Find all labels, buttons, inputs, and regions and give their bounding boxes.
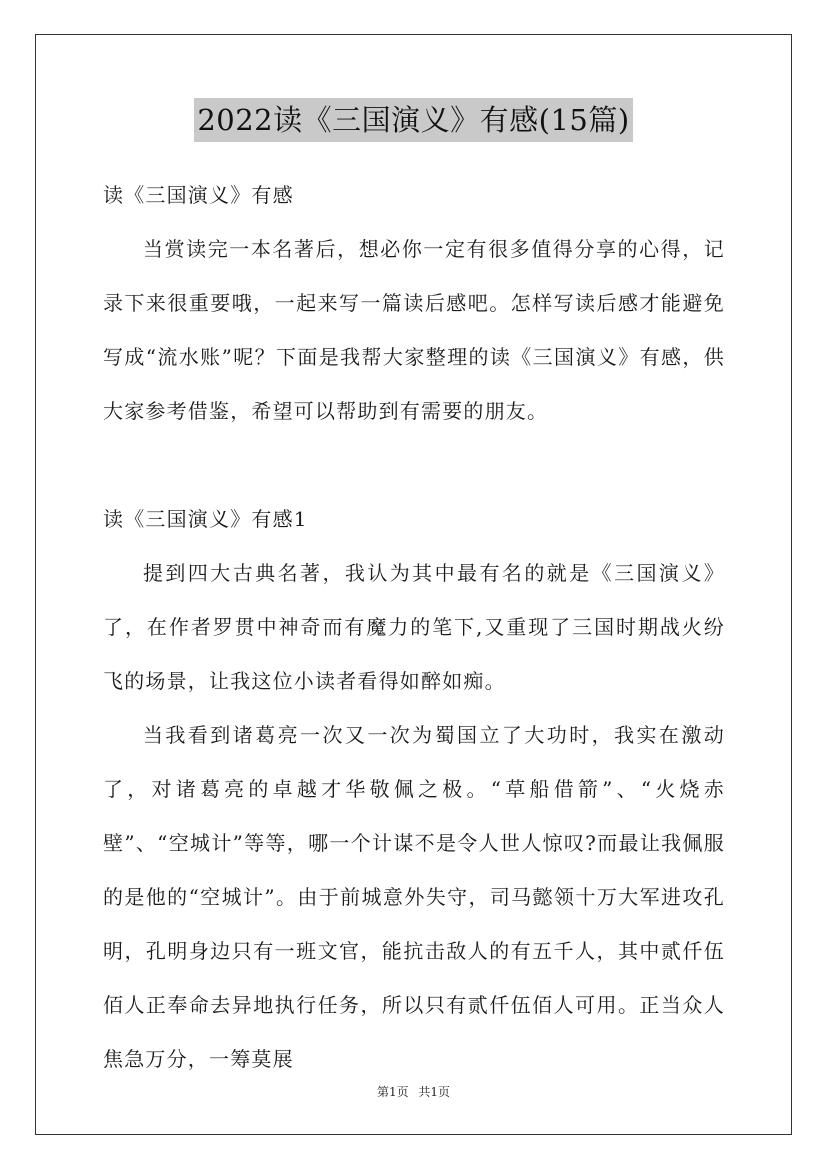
section-spacer [103,438,725,492]
page-number: 第1页 [376,1085,409,1099]
section-heading: 读《三国演义》有感 [103,183,294,207]
document-title: 2022读《三国演义》有感(15篇) [194,98,632,142]
title-container [0,98,827,142]
page-footer [0,1082,827,1102]
paragraph: 当我看到诸葛亮一次又一次为蜀国立了大功时，我实在激动了，对诸葛亮的卓越才华敬佩之极。“草船借箭”、“火烧赤壁”、“空城计”等等，哪一个计谋不是令人世人惊叹?而最让我佩服的是他的“空城计”。由于前城意外失守，司马懿领十万大军进攻孔明，孔明身边只有一班文官，能抗击敌人的有五千人，其中贰仟伍佰人正奉命去异地执行任务，所以只有贰仟伍佰人可用。正当众人焦急万分，一筹莫展 [103,723,725,1071]
document-body [103,168,725,1086]
paragraph: 当赏读完一本名著后，想必你一定有很多值得分享的心得，记录下来很重要哦，一起来写一篇读后感吧。怎样写读后感才能避免写成“流水账”呢？下面是我帮大家整理的读《三国演义》有感，供大家参考借鉴，希望可以帮助到有需要的朋友。 [103,237,725,423]
paragraph: 提到四大古典名著，我认为其中最有名的就是《三国演义》了，在作者罗贯中神奇而有魔力的笔下,又重现了三国时期战火纷飞的场景，让我这位小读者看得如醉如痴。 [103,561,725,693]
page-total: 共1页 [418,1085,451,1099]
section-heading: 读《三国演义》有感1 [103,507,308,531]
